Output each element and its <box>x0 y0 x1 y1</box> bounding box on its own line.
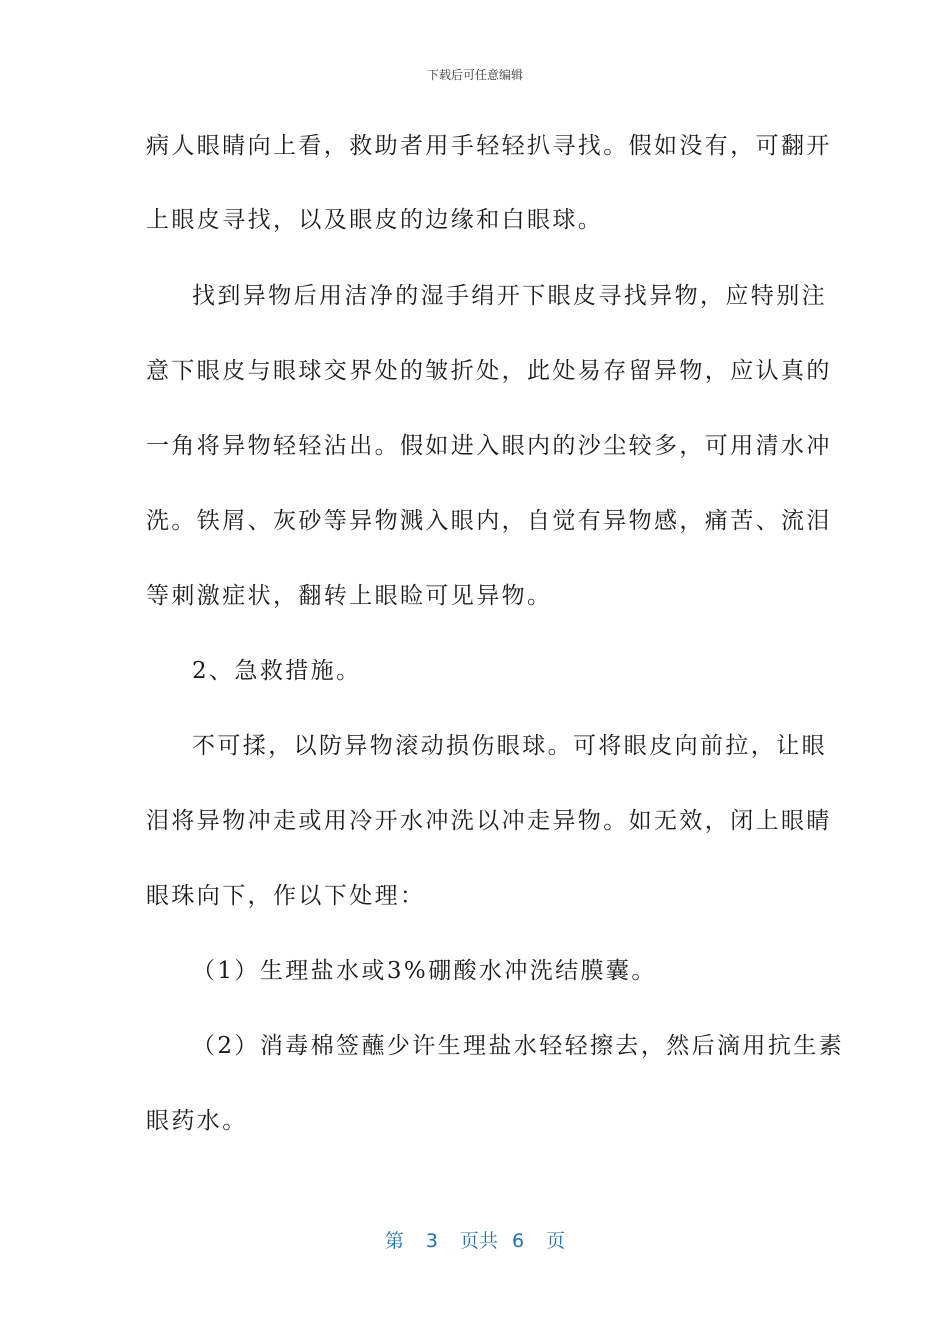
footer-current-page: 3 <box>425 1230 438 1252</box>
text-line: 洗。铁屑、灰砂等异物溅入眼内，自觉有异物感，痛苦、流泪 <box>146 508 832 534</box>
footer-total-pages: 6 <box>512 1230 525 1252</box>
footer-of-label: 页共 <box>459 1230 498 1252</box>
footer-end-label: 页 <box>546 1230 566 1252</box>
text-line: 眼珠向下，作以下处理： <box>146 883 426 909</box>
text-line: 意下眼皮与眼球交界处的皱折处，此处易存留异物，应认真的 <box>146 358 832 384</box>
text-line: 泪将异物冲走或用冷开水冲洗以冲走异物。如无效，闭上眼睛 <box>146 808 832 834</box>
page-footer <box>0 1226 950 1253</box>
text-line: 等刺激症状，翻转上眼睑可见异物。 <box>146 583 553 609</box>
paragraph-first-line: 不可揉，以防异物滚动损伤眼球。可将眼皮向前拉，让眼 <box>192 733 827 759</box>
text-line: 上眼皮寻找，以及眼皮的边缘和白眼球。 <box>146 207 604 233</box>
paragraph-first-line: 找到异物后用洁净的湿手绢开下眼皮寻找异物，应特别注 <box>192 283 827 309</box>
page-header: 下载后可任意编辑 <box>426 68 523 82</box>
list-item: （1）生理盐水或3%硼酸水冲洗结膜囊。 <box>192 958 657 984</box>
section-heading: 2、急救措施。 <box>192 658 362 684</box>
footer-page-label: 第 <box>384 1230 404 1252</box>
text-line: 眼药水。 <box>146 1108 248 1134</box>
text-line: 一角将异物轻轻沾出。假如进入眼内的沙尘较多，可用清水冲 <box>146 433 832 459</box>
text-line: 病人眼睛向上看，救助者用手轻轻扒寻找。假如没有，可翻开 <box>146 133 832 159</box>
list-item: （2）消毒棉签蘸少许生理盐水轻轻擦去，然后滴用抗生素 <box>192 1033 845 1059</box>
